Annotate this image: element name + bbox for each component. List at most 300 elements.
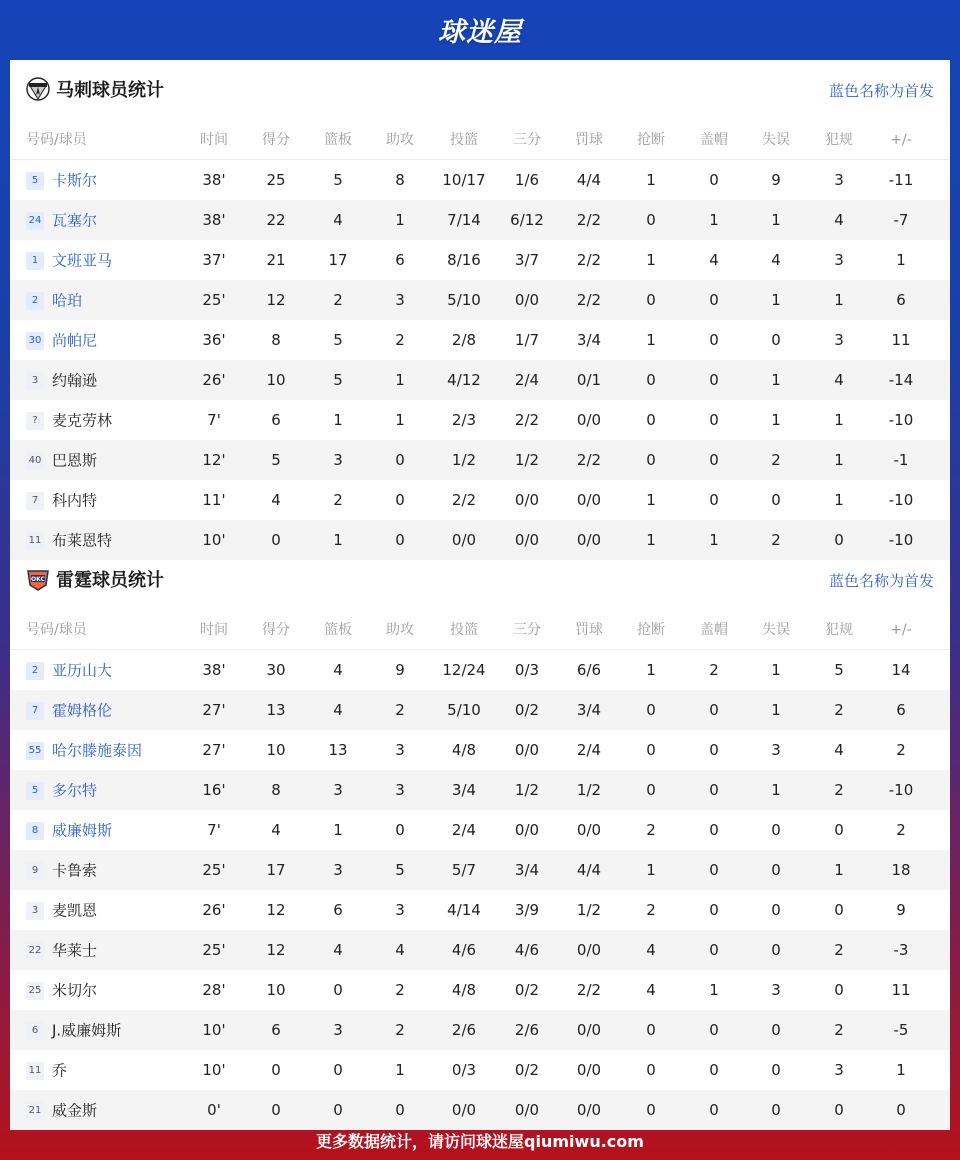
table-row bbox=[10, 1050, 950, 1090]
stat-cell: 0 bbox=[709, 1021, 719, 1039]
stat-cell: 21 bbox=[266, 251, 286, 269]
player-cell bbox=[26, 1050, 196, 1090]
stat-cell: 3 bbox=[395, 901, 405, 919]
stat-cell: 0 bbox=[834, 901, 844, 919]
stat-cell: 0 bbox=[771, 331, 781, 349]
player-cell bbox=[26, 360, 196, 400]
thunder-section bbox=[10, 550, 950, 1130]
stat-cell: 1 bbox=[709, 211, 719, 229]
stat-cell: 1 bbox=[709, 981, 719, 999]
stat-cell: 3 bbox=[395, 291, 405, 309]
stat-cell: 5 bbox=[333, 171, 343, 189]
stat-cell: 3 bbox=[834, 331, 844, 349]
stat-cell: 2 bbox=[395, 701, 405, 719]
player-name-link[interactable]: 卡鲁索 bbox=[52, 861, 98, 880]
stat-cell: 1/2 bbox=[576, 901, 602, 919]
stat-cell: 0 bbox=[709, 901, 719, 919]
player-name-link[interactable]: 巴恩斯 bbox=[52, 451, 98, 470]
stat-cell: -10 bbox=[888, 491, 914, 509]
stat-cell: 12/24 bbox=[442, 661, 486, 679]
stat-cell: 4 bbox=[333, 211, 343, 229]
stat-cell: 6 bbox=[271, 1021, 281, 1039]
player-name-link[interactable]: 华莱士 bbox=[52, 941, 98, 960]
stat-cell: 0/0 bbox=[576, 411, 602, 429]
stat-cell: 8 bbox=[271, 331, 281, 349]
stat-cell: 1 bbox=[771, 371, 781, 389]
stat-cell: 9 bbox=[395, 661, 405, 679]
player-name-link[interactable]: 亚历山大 bbox=[52, 661, 113, 680]
spurs-section bbox=[10, 60, 950, 560]
stat-cell: 3 bbox=[333, 781, 343, 799]
player-name-link[interactable]: 约翰逊 bbox=[52, 371, 98, 390]
stat-cell: 2 bbox=[771, 451, 781, 469]
player-name-link[interactable]: 麦凯恩 bbox=[52, 901, 98, 920]
table-row bbox=[10, 970, 950, 1010]
svg-text:OKC: OKC bbox=[31, 576, 45, 583]
table-row bbox=[10, 730, 950, 770]
stat-cell: 28' bbox=[202, 981, 226, 999]
stat-cell: 0/0 bbox=[514, 491, 540, 509]
stat-cell: 0 bbox=[771, 821, 781, 839]
stat-cell: 0 bbox=[646, 291, 656, 309]
stat-cell: 37' bbox=[202, 251, 226, 269]
stat-cell: 2/2 bbox=[576, 981, 602, 999]
stat-cell: 1/2 bbox=[514, 781, 540, 799]
stat-cell: 3/4 bbox=[576, 701, 602, 719]
stat-cell: 3/4 bbox=[451, 781, 477, 799]
stat-cell: 0 bbox=[333, 981, 343, 999]
stat-cell: 0 bbox=[271, 1061, 281, 1079]
stat-cell: 0 bbox=[834, 981, 844, 999]
stat-cell: -3 bbox=[893, 941, 909, 959]
stat-cell: 2/6 bbox=[514, 1021, 540, 1039]
table-row bbox=[10, 320, 950, 360]
stat-cell: 0/3 bbox=[514, 661, 540, 679]
col-header: 助攻 bbox=[386, 622, 414, 638]
player-name-link[interactable]: 布莱恩特 bbox=[52, 531, 113, 550]
stat-cell: 1 bbox=[771, 781, 781, 799]
player-name-link[interactable]: 尚帕尼 bbox=[52, 331, 98, 350]
table-header bbox=[10, 120, 950, 160]
stat-cell: 9 bbox=[771, 171, 781, 189]
stat-cell: 1/7 bbox=[514, 331, 540, 349]
col-header: 失误 bbox=[762, 622, 790, 638]
jersey-number-badge: 11 bbox=[26, 1062, 44, 1080]
stat-cell: 1 bbox=[646, 331, 656, 349]
section-title: 马刺球员统计 bbox=[56, 80, 164, 101]
table-header bbox=[10, 610, 950, 650]
stat-cell: 2/8 bbox=[451, 331, 477, 349]
stat-cell: 3 bbox=[771, 741, 781, 759]
stat-cell: 0 bbox=[834, 1101, 844, 1119]
stat-cell: 1 bbox=[646, 661, 656, 679]
stat-cell: 0/0 bbox=[576, 821, 602, 839]
stat-cell: 2 bbox=[646, 901, 656, 919]
stat-cell: 0 bbox=[771, 901, 781, 919]
section-header bbox=[10, 60, 950, 120]
player-cell bbox=[26, 850, 196, 890]
table-row bbox=[10, 360, 950, 400]
stat-cell: 5 bbox=[395, 861, 405, 879]
stat-cell: 6 bbox=[896, 291, 906, 309]
stat-cell: 4 bbox=[834, 211, 844, 229]
stat-cell: 5 bbox=[271, 451, 281, 469]
stat-cell: 26' bbox=[202, 901, 226, 919]
player-name-link[interactable]: 瓦塞尔 bbox=[52, 211, 98, 230]
stat-cell: 2 bbox=[333, 491, 343, 509]
table-row bbox=[10, 930, 950, 970]
starter-legend: 蓝色名称为首发 bbox=[828, 82, 934, 100]
stat-cell: 0 bbox=[646, 1061, 656, 1079]
jersey-number-badge: 25 bbox=[26, 982, 44, 1000]
stat-cell: 1 bbox=[834, 411, 844, 429]
stat-cell: 0/0 bbox=[514, 741, 540, 759]
stat-cell: 1 bbox=[771, 701, 781, 719]
stat-cell: 0 bbox=[646, 701, 656, 719]
col-header: 号码/球员 bbox=[26, 622, 87, 638]
stat-cell: 0 bbox=[709, 451, 719, 469]
stat-cell: 4/4 bbox=[576, 171, 602, 189]
stat-cell: 3 bbox=[834, 171, 844, 189]
stat-cell: 0 bbox=[395, 451, 405, 469]
col-header: 罚球 bbox=[575, 132, 603, 148]
table-row bbox=[10, 890, 950, 930]
player-name-link[interactable]: 卡斯尔 bbox=[52, 171, 98, 190]
stat-cell: 38' bbox=[202, 211, 226, 229]
col-header: 盖帽 bbox=[700, 622, 728, 638]
player-cell bbox=[26, 810, 196, 850]
player-name-link[interactable]: J.威廉姆斯 bbox=[52, 1021, 122, 1040]
stat-cell: 2 bbox=[771, 531, 781, 549]
player-cell bbox=[26, 770, 196, 810]
stat-cell: 0 bbox=[333, 1101, 343, 1119]
stat-cell: 2 bbox=[834, 781, 844, 799]
stat-cell: 9 bbox=[896, 901, 906, 919]
stat-cell: 0/1 bbox=[576, 371, 602, 389]
player-name-link[interactable]: 文班亚马 bbox=[52, 251, 113, 270]
stat-cell: 10 bbox=[266, 981, 286, 999]
stat-cell: 12 bbox=[266, 901, 286, 919]
stat-cell: 8 bbox=[271, 781, 281, 799]
player-cell bbox=[26, 730, 196, 770]
section-title: 雷霆球员统计 bbox=[56, 570, 164, 591]
stat-cell: 0 bbox=[395, 1101, 405, 1119]
stat-cell: 0 bbox=[834, 821, 844, 839]
stat-cell: 0 bbox=[709, 1101, 719, 1119]
stat-cell: 0/3 bbox=[451, 1061, 477, 1079]
stat-cell: 4 bbox=[834, 741, 844, 759]
stat-cell: 3 bbox=[834, 251, 844, 269]
stat-cell: 0 bbox=[771, 1101, 781, 1119]
stat-cell: 10 bbox=[266, 371, 286, 389]
brand-logo[interactable]: 球迷屋 bbox=[438, 16, 522, 48]
stat-cell: 0 bbox=[646, 781, 656, 799]
stat-cell: 4 bbox=[771, 251, 781, 269]
stat-cell: 0 bbox=[646, 741, 656, 759]
table-row bbox=[10, 690, 950, 730]
stat-cell: 25 bbox=[266, 171, 286, 189]
stat-cell: 1 bbox=[834, 861, 844, 879]
stat-cell: 0 bbox=[771, 1061, 781, 1079]
stat-cell: 2/4 bbox=[514, 371, 540, 389]
stat-cell: 6 bbox=[896, 701, 906, 719]
player-name-link[interactable]: 哈尔滕施泰因 bbox=[52, 741, 143, 760]
stat-cell: 22 bbox=[266, 211, 286, 229]
table-row bbox=[10, 280, 950, 320]
stat-cell: 3 bbox=[771, 981, 781, 999]
stat-cell: 4/8 bbox=[451, 981, 477, 999]
stat-cell: 5 bbox=[834, 661, 844, 679]
player-cell bbox=[26, 160, 196, 200]
stat-cell: 1 bbox=[333, 411, 343, 429]
stat-cell: 14 bbox=[891, 661, 911, 679]
stat-cell: 0 bbox=[709, 741, 719, 759]
jersey-number-badge: 6 bbox=[26, 1022, 44, 1040]
stat-cell: 0 bbox=[709, 701, 719, 719]
player-cell bbox=[26, 280, 196, 320]
stat-cell: 0/0 bbox=[451, 531, 477, 549]
stat-cell: 0/0 bbox=[576, 1021, 602, 1039]
stat-cell: 1 bbox=[646, 861, 656, 879]
player-cell bbox=[26, 1010, 196, 1050]
col-header: 盖帽 bbox=[700, 132, 728, 148]
stat-cell: 10' bbox=[202, 1061, 226, 1079]
stat-cell: 3 bbox=[333, 1021, 343, 1039]
jersey-number-badge: 2 bbox=[26, 662, 44, 680]
stat-cell: 1 bbox=[646, 171, 656, 189]
stat-cell: 4/14 bbox=[447, 901, 481, 919]
stat-cell: 7' bbox=[207, 411, 221, 429]
stat-cell: 1 bbox=[771, 291, 781, 309]
stat-cell: 38' bbox=[202, 661, 226, 679]
stat-cell: 1 bbox=[395, 371, 405, 389]
stat-cell: 0 bbox=[646, 1021, 656, 1039]
col-header: 三分 bbox=[513, 622, 541, 638]
stat-cell: 0 bbox=[709, 331, 719, 349]
col-header: 抢断 bbox=[637, 132, 665, 148]
stat-cell: 2 bbox=[709, 661, 719, 679]
stat-cell: 10 bbox=[266, 741, 286, 759]
stat-cell: 1 bbox=[771, 211, 781, 229]
player-name-link[interactable]: 麦克劳林 bbox=[52, 411, 113, 430]
jersey-number-badge: 1 bbox=[26, 252, 44, 270]
stat-cell: 38' bbox=[202, 171, 226, 189]
stat-cell: 0' bbox=[207, 1101, 221, 1119]
jersey-number-badge: 11 bbox=[26, 532, 44, 550]
stat-cell: 0 bbox=[395, 531, 405, 549]
stat-cell: 4 bbox=[271, 821, 281, 839]
stat-cell: 0 bbox=[896, 1101, 906, 1119]
player-cell bbox=[26, 650, 196, 690]
jersey-number-badge: 24 bbox=[26, 212, 44, 230]
stat-cell: 0/0 bbox=[576, 531, 602, 549]
player-name-link[interactable]: 威廉姆斯 bbox=[52, 821, 113, 840]
stat-cell: 0 bbox=[709, 781, 719, 799]
footer-link[interactable]: 更多数据统计，请访问球迷屋qiumiwu.com bbox=[316, 1131, 644, 1151]
player-cell bbox=[26, 320, 196, 360]
stat-cell: 1 bbox=[333, 531, 343, 549]
stat-cell: 4 bbox=[709, 251, 719, 269]
stat-cell: 0 bbox=[646, 451, 656, 469]
stat-cell: -11 bbox=[888, 171, 914, 189]
stat-cell: 4 bbox=[646, 941, 656, 959]
stat-cell: 1 bbox=[333, 821, 343, 839]
stat-cell: 0 bbox=[709, 941, 719, 959]
stat-cell: 2 bbox=[834, 1021, 844, 1039]
stats-panel bbox=[10, 60, 950, 1120]
player-name-link[interactable]: 科内特 bbox=[52, 491, 98, 510]
table-row bbox=[10, 810, 950, 850]
player-name-link[interactable]: 乔 bbox=[52, 1061, 68, 1080]
stat-cell: 0/2 bbox=[514, 981, 540, 999]
jersey-number-badge: 7 bbox=[26, 492, 44, 510]
player-name-link[interactable]: 哈珀 bbox=[52, 291, 83, 310]
stat-cell: 0 bbox=[333, 1061, 343, 1079]
stat-cell: 1 bbox=[834, 491, 844, 509]
stat-cell: 3 bbox=[834, 1061, 844, 1079]
table-row bbox=[10, 650, 950, 690]
stat-cell: 4 bbox=[395, 941, 405, 959]
stat-cell: 2/2 bbox=[514, 411, 540, 429]
stat-cell: 2/4 bbox=[451, 821, 477, 839]
stat-cell: 30 bbox=[266, 661, 286, 679]
stat-cell: 8 bbox=[395, 171, 405, 189]
col-header: 罚球 bbox=[575, 622, 603, 638]
stat-cell: 2 bbox=[395, 1021, 405, 1039]
stat-cell: 0/2 bbox=[514, 1061, 540, 1079]
site-header bbox=[0, 0, 960, 58]
stat-cell: 1 bbox=[771, 661, 781, 679]
stat-cell: 0/0 bbox=[576, 941, 602, 959]
stat-cell: 0/0 bbox=[576, 1101, 602, 1119]
stat-cell: 1 bbox=[646, 491, 656, 509]
stat-cell: 12 bbox=[266, 941, 286, 959]
stat-cell: 0 bbox=[709, 291, 719, 309]
stat-cell: 0 bbox=[709, 371, 719, 389]
stat-cell: 2/4 bbox=[576, 741, 602, 759]
stat-cell: -5 bbox=[893, 1021, 909, 1039]
col-header: 时间 bbox=[200, 622, 228, 638]
stat-cell: 0 bbox=[709, 171, 719, 189]
table-row bbox=[10, 1010, 950, 1050]
table-row bbox=[10, 850, 950, 890]
col-header: 篮板 bbox=[324, 132, 352, 148]
stat-cell: 1 bbox=[395, 1061, 405, 1079]
stat-cell: 1/2 bbox=[576, 781, 602, 799]
stat-cell: 13 bbox=[328, 741, 348, 759]
stat-cell: 0 bbox=[646, 371, 656, 389]
player-name-link[interactable]: 米切尔 bbox=[52, 981, 98, 1000]
stat-cell: 6 bbox=[333, 901, 343, 919]
stat-cell: 1/6 bbox=[514, 171, 540, 189]
player-cell bbox=[26, 930, 196, 970]
stat-cell: 2/2 bbox=[576, 251, 602, 269]
stat-cell: 3 bbox=[395, 741, 405, 759]
player-cell bbox=[26, 480, 196, 520]
player-cell bbox=[26, 240, 196, 280]
stat-cell: 0 bbox=[771, 861, 781, 879]
stat-cell: -1 bbox=[893, 451, 909, 469]
stat-cell: 7' bbox=[207, 821, 221, 839]
stat-cell: 0 bbox=[834, 531, 844, 549]
jersey-number-badge: 5 bbox=[26, 172, 44, 190]
player-name-link[interactable]: 多尔特 bbox=[52, 781, 98, 800]
col-header: 犯规 bbox=[825, 132, 853, 148]
player-cell bbox=[26, 690, 196, 730]
jersey-number-badge: 55 bbox=[26, 742, 44, 760]
stat-cell: 0 bbox=[395, 821, 405, 839]
table-row bbox=[10, 160, 950, 200]
stat-cell: 2 bbox=[395, 981, 405, 999]
stat-cell: 2 bbox=[834, 701, 844, 719]
stat-cell: 1 bbox=[896, 1061, 906, 1079]
player-cell bbox=[26, 890, 196, 930]
jersey-number-badge: 40 bbox=[26, 452, 44, 470]
stat-cell: 5 bbox=[333, 371, 343, 389]
stat-cell: 0/0 bbox=[514, 531, 540, 549]
stat-cell: 0/0 bbox=[514, 1101, 540, 1119]
jersey-number-badge: 7 bbox=[26, 702, 44, 720]
jersey-number-badge: 8 bbox=[26, 822, 44, 840]
jersey-number-badge: 3 bbox=[26, 372, 44, 390]
stat-cell: 0 bbox=[771, 941, 781, 959]
jersey-number-badge: 5 bbox=[26, 782, 44, 800]
player-rows bbox=[10, 650, 950, 1130]
stat-cell: 25' bbox=[202, 291, 226, 309]
stat-cell: 1 bbox=[395, 211, 405, 229]
stat-cell: 1/2 bbox=[451, 451, 477, 469]
player-rows bbox=[10, 160, 950, 560]
player-cell bbox=[26, 440, 196, 480]
stat-cell: 6 bbox=[271, 411, 281, 429]
stat-cell: 7/14 bbox=[447, 211, 481, 229]
player-cell bbox=[26, 400, 196, 440]
stat-cell: -7 bbox=[893, 211, 909, 229]
stat-cell: 3 bbox=[333, 451, 343, 469]
stat-cell: 2 bbox=[896, 821, 906, 839]
col-header: 得分 bbox=[262, 622, 290, 638]
stat-cell: 1/2 bbox=[514, 451, 540, 469]
stat-cell: 27' bbox=[202, 701, 226, 719]
stat-cell: 1 bbox=[896, 251, 906, 269]
col-header: 失误 bbox=[762, 132, 790, 148]
stat-cell: 0 bbox=[646, 1101, 656, 1119]
stat-cell: 2/2 bbox=[576, 451, 602, 469]
stat-cell: 10' bbox=[202, 531, 226, 549]
stat-cell: 0/0 bbox=[514, 291, 540, 309]
col-header: 三分 bbox=[513, 132, 541, 148]
table-row bbox=[10, 200, 950, 240]
stat-cell: -10 bbox=[888, 411, 914, 429]
stat-cell: 1 bbox=[646, 531, 656, 549]
player-name-link[interactable]: 威金斯 bbox=[52, 1101, 98, 1120]
col-header: 投篮 bbox=[450, 622, 478, 638]
stat-cell: 0 bbox=[709, 491, 719, 509]
col-header: 号码/球员 bbox=[26, 132, 87, 148]
stat-cell: 5/7 bbox=[451, 861, 477, 879]
jersey-number-badge: 21 bbox=[26, 1102, 44, 1120]
stat-cell: 2/6 bbox=[451, 1021, 477, 1039]
table-row bbox=[10, 240, 950, 280]
stat-cell: 4 bbox=[646, 981, 656, 999]
stat-cell: -10 bbox=[888, 531, 914, 549]
stat-cell: 2 bbox=[646, 821, 656, 839]
stat-cell: 3/4 bbox=[514, 861, 540, 879]
stat-cell: 2/2 bbox=[576, 291, 602, 309]
player-name-link[interactable]: 霍姆格伦 bbox=[52, 701, 113, 720]
stat-cell: 2 bbox=[395, 331, 405, 349]
stat-cell: 0 bbox=[709, 1061, 719, 1079]
